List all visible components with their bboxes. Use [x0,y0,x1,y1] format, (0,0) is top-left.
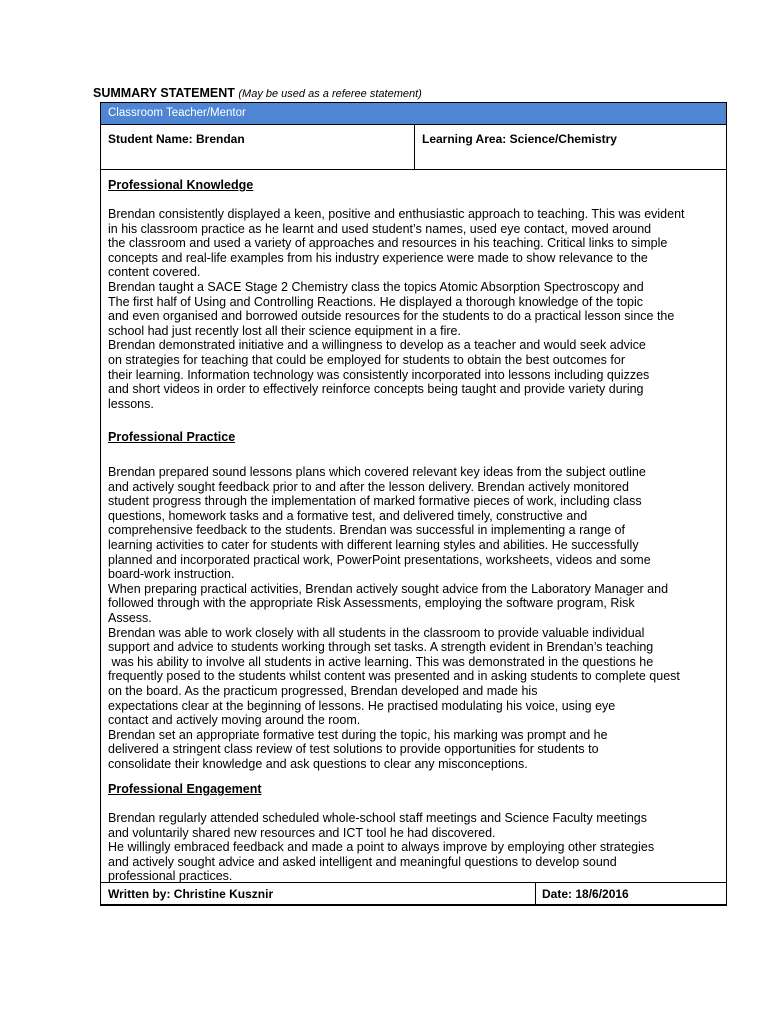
written-by-cell: Written by: Christine Kusznir [101,883,536,905]
document-subtitle: (May be used as a referee statement) [238,88,422,100]
text-line: on strategies for teaching that could be employed for students to obtain the best outcomes for [108,352,625,367]
section-title-knowledge: Professional Knowledge [108,178,254,192]
classroom-teacher-bar: Classroom Teacher/Mentor [101,103,726,125]
text-line: questions, homework tasks and a formative test, and delivered timely, constructive and [108,508,588,523]
text-line: professional practices. [108,869,233,884]
text-line: was his ability to involve all students in active learning. This was demonstrated in the questions he [108,654,654,669]
text-line: and actively sought advice and asked intelligent and meaningful questions to develop sound [108,854,617,869]
text-line: on the board. As the practicum progressed, Brendan developed and made his [108,683,538,698]
section-title-engagement: Professional Engagement [108,782,262,796]
text-line: comprehensive feedback to the students. Brendan was successful in implementing a range of [108,523,625,538]
summary-form [100,102,727,905]
text-line: and voluntarily shared new resources and ICT tool he had discovered. [108,825,496,840]
text-line: planned and incorporated practical work, PowerPoint presentations, worksheets, videos and some [108,552,651,567]
text-line: Brendan taught a SACE Stage 2 Chemistry class the topics Atomic Absorption Spectroscopy and [108,279,644,294]
text-line: Brendan was able to work closely with all students in the classroom to provide valuable individual [108,625,645,640]
text-line: concepts and real-life examples from his industry experience were made to show relevance to the [108,250,648,265]
text-line: frequently posed to the students whilst content was presented and in asking students to complete quest [108,669,680,684]
text-line: and actively sought feedback prior to and after the lesson delivery. Brendan actively monitored [108,479,629,494]
text-line: He willingly embraced feedback and made a point to always improve by employing other strategies [108,840,655,855]
section-text-engagement [108,811,726,884]
text-line: Brendan set an appropriate formative test during the topic, his marking was prompt and he [108,727,608,742]
text-line: school had just recently lost all their science equipment in a fire. [108,323,461,338]
text-line: student progress through the implementation of marked formative pieces of work, including class [108,494,642,509]
document-title: SUMMARY STATEMENT [93,86,235,100]
date-cell: Date: 18/6/2016 [542,887,629,901]
signature-row [100,882,727,906]
student-info-row [101,124,726,170]
text-line: the classroom and used a variety of approaches and resources in his teaching. Critical links to simple [108,236,668,251]
text-line: and even organised and borrowed outside resources for the students to do a practical lesson since the [108,309,675,324]
text-line: board-work instruction. [108,567,235,582]
text-line: followed through with the appropriate Risk Assessments, employing the software program, Risk [108,596,635,611]
text-line: learning activities to cater for students with different learning styles and abilities. He successfully [108,537,639,552]
section-title-practice: Professional Practice [108,430,236,444]
text-line: in his classroom practice as he learnt and used student’s names, used eye contact, moved around [108,221,652,236]
text-line: The first half of Using and Controlling Reactions. He displayed a thorough knowledge of the topic [108,294,644,309]
text-line: and short videos in order to effectively reinforce concepts being taught and provide variety during [108,382,644,397]
student-name-cell: Student Name: Brendan [101,124,415,169]
text-line: Brendan demonstrated initiative and a willingness to develop as a teacher and would seek advice [108,338,646,353]
text-line: contact and actively moving around the room. [108,713,361,728]
text-line: content covered. [108,265,201,280]
learning-area-cell: Learning Area: Science/Chemistry [422,132,617,146]
text-line: their learning. Information technology was consistently incorporated into lessons including quizzes [108,367,650,382]
text-line: expectations clear at the beginning of lessons. He practised modulating his voice, using eye [108,698,616,713]
text-line: When preparing practical activities, Brendan actively sought advice from the Laboratory Manager and [108,581,669,596]
text-line: Brendan consistently displayed a keen, positive and enthusiastic approach to teaching. This was evident [108,207,685,221]
section-text-practice [108,465,726,771]
document-heading [93,86,422,100]
text-line: Brendan regularly attended scheduled whole-school staff meetings and Science Faculty meetings [108,811,647,825]
text-line: delivered a stringent class review of test solutions to provide opportunities for students to [108,742,599,757]
text-line: Brendan prepared sound lessons plans which covered relevant key ideas from the subject outline [108,465,646,479]
text-line: Assess. [108,610,152,625]
text-line: consolidate their knowledge and ask questions to clear any misconceptions. [108,756,528,771]
text-line: support and advice to students working through set tasks. A strength evident in Brendan’s teaching [108,640,654,655]
text-line: lessons. [108,396,154,411]
section-text-knowledge [108,207,726,411]
